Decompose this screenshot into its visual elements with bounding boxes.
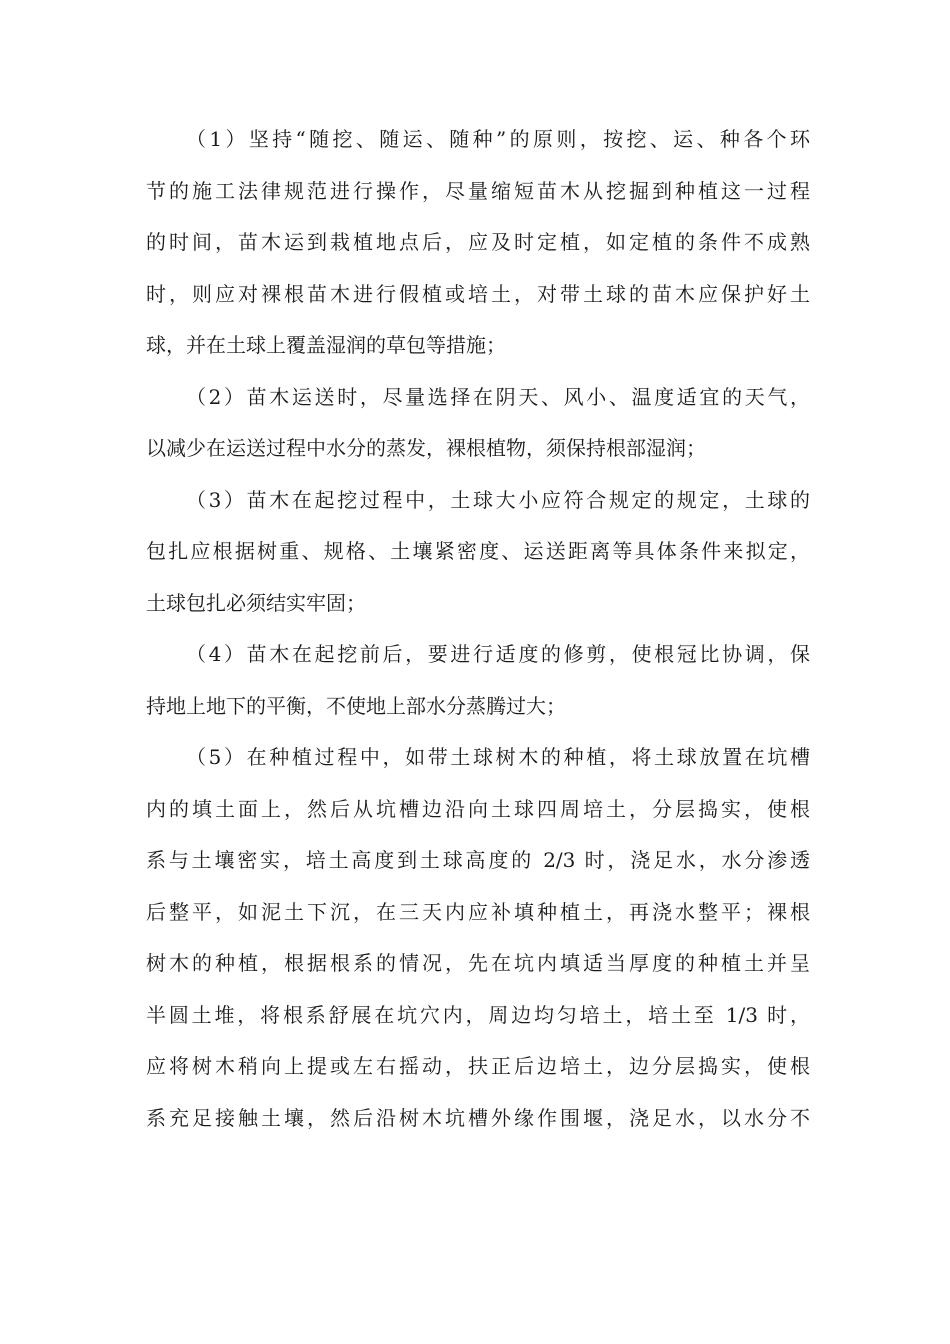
paragraph-4 — [146, 629, 810, 732]
body-text — [146, 114, 810, 1144]
text-line: （2）苗木运送时，尽量选择在阴天、风小、温度适宜的天气， — [186, 384, 810, 409]
paragraph-3 — [146, 475, 810, 630]
text-line: 后整平，如泥土下沉，在三天内应补填种植土，再浇水整平；裸根 — [146, 899, 810, 924]
paragraph-2 — [146, 372, 810, 475]
text-line: （4）苗木在起挖前后，要进行适度的修剪，使根冠比协调，保 — [186, 642, 810, 666]
text-line: 树木的种植，根据根系的情况，先在坑内填适当厚度的种植土并呈 — [146, 951, 810, 975]
text-line: 系与土壤密实，培土高度到土球高度的 2/3 时，浇足水，水分渗透 — [146, 848, 810, 872]
text-line: 的时间，苗木运到栽植地点后，应及时定植，如定植的条件不成熟 — [146, 230, 810, 254]
paragraph-5 — [146, 732, 810, 1144]
text-line: 以减少在运送过程中水分的蒸发，裸根植物，须保持根部湿润； — [146, 436, 706, 460]
text-line: 内的填土面上，然后从坑槽边沿向土球四周培土，分层捣实，使根 — [146, 796, 810, 821]
text-line: （5）在种植过程中，如带土球树木的种植，将土球放置在坑槽 — [186, 745, 810, 769]
text-line: 半圆土堆，将根系舒展在坑穴内，周边均匀培土，培土至 1/3 时， — [146, 1002, 810, 1027]
paragraph-1 — [146, 114, 810, 372]
text-line: 土球包扎必须结实牢固； — [146, 590, 366, 615]
text-line: 应将树木稍向上提或左右摇动，扶正后边培土，边分层捣实，使根 — [146, 1054, 810, 1078]
text-line: 系充足接触土壤，然后沿树木坑槽外缘作围堰，浇足水，以水分不 — [146, 1105, 810, 1130]
text-line: （3）苗木在起挖过程中，土球大小应符合规定的规定，土球的 — [186, 487, 810, 512]
text-line: 包扎应根据树重、规格、土壤紧密度、运送距离等具体条件来拟定， — [146, 539, 810, 563]
text-line: （1）坚持“随挖、随运、随种”的原则，按挖、运、种各个环 — [186, 127, 810, 151]
text-line: 球，并在土球上覆盖湿润的草包等措施； — [146, 333, 506, 357]
text-line: 节的施工法律规范进行操作，尽量缩短苗木从挖掘到种植这一过程 — [146, 178, 810, 203]
text-line: 时，则应对裸根苗木进行假植或培土，对带土球的苗木应保护好土 — [146, 281, 810, 306]
text-line: 持地上地下的平衡，不使地上部水分蒸腾过大； — [146, 693, 566, 718]
